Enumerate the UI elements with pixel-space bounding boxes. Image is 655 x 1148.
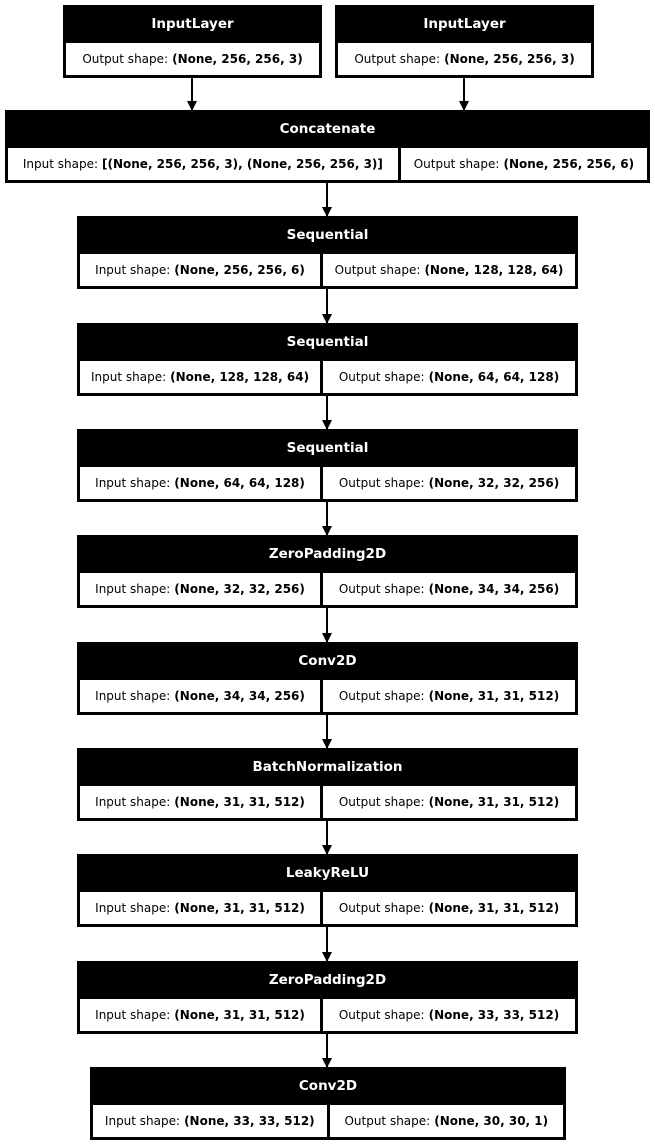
input-shape-label: Input shape:	[95, 795, 171, 809]
output-shape-cell	[323, 892, 575, 924]
output-shape-label: Output shape:	[338, 795, 425, 809]
layer-title: Concatenate	[279, 121, 376, 137]
input-shape-value: (None, 32, 32, 256)	[174, 582, 305, 596]
edge-arrow	[326, 289, 328, 323]
output-shape-value: (None, 64, 64, 128)	[428, 370, 560, 384]
input-shape-cell	[80, 680, 320, 712]
input-shape-label: Input shape:	[95, 901, 171, 915]
layer-node-sequential-2	[77, 323, 578, 396]
output-shape-cell	[323, 361, 575, 393]
output-shape-value: (None, 33, 33, 512)	[428, 1008, 560, 1022]
output-shape-label: Output shape:	[338, 901, 425, 915]
edge-arrow	[326, 608, 328, 642]
input-shape-label: Input shape:	[22, 157, 98, 171]
input-shape-value: (None, 128, 128, 64)	[170, 370, 310, 384]
layer-title: Sequential	[286, 227, 369, 243]
input-shape-value: (None, 33, 33, 512)	[184, 1114, 315, 1128]
layer-node-batchnormalization	[77, 748, 578, 821]
layer-title: ZeroPadding2D	[268, 972, 387, 988]
input-shape-cell	[80, 467, 320, 499]
output-shape-cell	[66, 43, 319, 75]
edge-arrow	[326, 1034, 328, 1067]
edge-arrow	[463, 78, 465, 110]
edge-arrow	[326, 502, 328, 535]
layer-node-conv2d-2	[90, 1067, 566, 1140]
input-shape-cell	[8, 148, 398, 180]
output-shape-value: (None, 31, 31, 512)	[428, 689, 560, 703]
output-shape-label: Output shape:	[413, 157, 500, 171]
input-shape-cell	[80, 573, 320, 605]
layer-node-input-2	[335, 5, 594, 78]
output-shape-value: (None, 32, 32, 256)	[428, 476, 560, 490]
layer-node-sequential-1	[77, 216, 578, 289]
output-shape-value: (None, 256, 256, 3)	[172, 52, 303, 66]
layer-node-sequential-3	[77, 429, 578, 502]
input-shape-label: Input shape:	[90, 370, 167, 384]
layer-node-conv2d-1	[77, 642, 578, 715]
output-shape-cell	[323, 786, 575, 818]
output-shape-value: (None, 256, 256, 3)	[444, 52, 575, 66]
input-shape-value: (None, 64, 64, 128)	[174, 476, 305, 490]
input-shape-value: (None, 34, 34, 256)	[174, 689, 305, 703]
output-shape-label: Output shape:	[338, 476, 425, 490]
input-shape-label: Input shape:	[95, 263, 171, 277]
output-shape-label: Output shape:	[338, 582, 425, 596]
input-shape-cell	[80, 361, 320, 393]
input-shape-value: (None, 31, 31, 512)	[174, 1008, 305, 1022]
output-shape-value: (None, 31, 31, 512)	[428, 795, 560, 809]
layer-node-leakyrelu	[77, 854, 578, 927]
output-shape-cell	[323, 467, 575, 499]
input-shape-label: Input shape:	[95, 689, 171, 703]
input-shape-value: (None, 31, 31, 512)	[174, 795, 305, 809]
output-shape-label: Output shape:	[338, 1008, 425, 1022]
input-shape-label: Input shape:	[104, 1114, 181, 1128]
output-shape-cell	[401, 148, 647, 180]
input-shape-cell	[80, 786, 320, 818]
edge-arrow	[191, 78, 193, 110]
input-shape-value: (None, 256, 256, 6)	[174, 263, 305, 277]
input-shape-cell	[80, 254, 320, 286]
output-shape-cell	[330, 1105, 563, 1137]
output-shape-value: (None, 31, 31, 512)	[428, 901, 560, 915]
output-shape-value: (None, 30, 30, 1)	[434, 1114, 549, 1128]
output-shape-label: Output shape:	[338, 689, 425, 703]
output-shape-cell	[323, 999, 575, 1031]
edge-arrow	[326, 821, 328, 854]
layer-node-zeropadding2d-1	[77, 535, 578, 608]
edge-arrow	[326, 715, 328, 748]
layer-title: InputLayer	[423, 16, 506, 32]
layer-title: Conv2D	[298, 653, 357, 669]
output-shape-label: Output shape:	[338, 370, 425, 384]
output-shape-cell	[323, 573, 575, 605]
edge-arrow	[326, 183, 328, 216]
input-shape-label: Input shape:	[95, 582, 171, 596]
input-shape-cell	[80, 892, 320, 924]
layer-title: BatchNormalization	[252, 759, 403, 775]
layer-node-concatenate	[5, 110, 650, 183]
output-shape-label: Output shape:	[334, 263, 421, 277]
output-shape-label: Output shape:	[82, 52, 169, 66]
output-shape-value: (None, 256, 256, 6)	[503, 157, 635, 171]
input-shape-cell	[93, 1105, 327, 1137]
output-shape-label: Output shape:	[344, 1114, 431, 1128]
output-shape-label: Output shape:	[354, 52, 441, 66]
layer-title: LeakyReLU	[285, 865, 370, 881]
edge-arrow	[326, 396, 328, 429]
input-shape-value: [(None, 256, 256, 3), (None, 256, 256, 3)]	[102, 157, 383, 171]
input-shape-value: (None, 31, 31, 512)	[174, 901, 305, 915]
layer-title: Sequential	[286, 440, 369, 456]
layer-title: Sequential	[286, 334, 369, 350]
output-shape-cell	[323, 680, 575, 712]
layer-node-zeropadding2d-2	[77, 961, 578, 1034]
layer-title: ZeroPadding2D	[268, 546, 387, 562]
layer-node-input-1	[63, 5, 322, 78]
edge-arrow	[326, 927, 328, 961]
input-shape-label: Input shape:	[95, 1008, 171, 1022]
output-shape-cell	[323, 254, 575, 286]
input-shape-label: Input shape:	[95, 476, 171, 490]
output-shape-cell	[338, 43, 591, 75]
layer-title: Conv2D	[298, 1078, 358, 1094]
output-shape-value: (None, 34, 34, 256)	[428, 582, 560, 596]
layer-title: InputLayer	[151, 16, 234, 32]
input-shape-cell	[80, 999, 320, 1031]
output-shape-value: (None, 128, 128, 64)	[424, 263, 564, 277]
